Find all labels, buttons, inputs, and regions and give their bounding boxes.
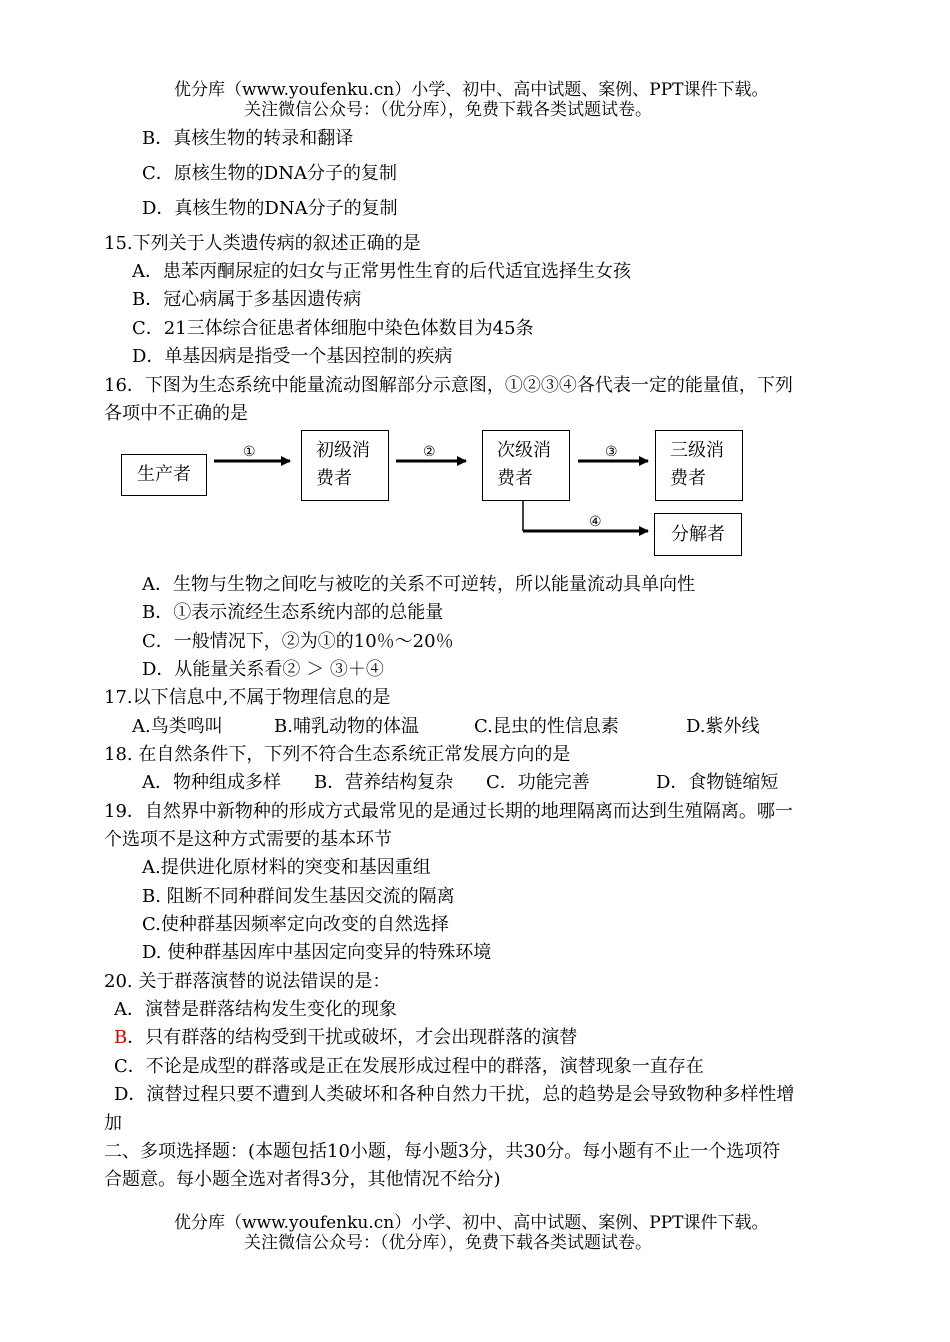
- section2-heading-line-1: 二、多项选择题：(本题包括10小题，每小题3分，共30分。每小题有不止一个选项符: [104, 1141, 781, 1162]
- q15-option-d: D．单基因病是指受一个基因控制的疾病: [132, 346, 453, 367]
- tertiary-consumer-label-2: 费者: [670, 468, 706, 489]
- secondary-consumer-label-1: 次级消: [497, 440, 551, 461]
- q18-option-d: D．食物链缩短: [656, 772, 779, 793]
- primary-consumer-label-1: 初级消: [316, 440, 370, 461]
- q17-option-c: C.昆虫的性信息素: [474, 716, 619, 737]
- primary-consumer-box: [301, 430, 389, 501]
- q19-option-b: B. 阻断不同种群间发生基因交流的隔离: [142, 886, 455, 907]
- q15-option-a: A．患苯丙酮尿症的妇女与正常男性生育的后代适宜选择生女孩: [132, 261, 631, 282]
- q19-option-c: C.使种群基因频率定向改变的自然选择: [142, 914, 449, 935]
- decomposer-box: 分解者: [654, 513, 742, 556]
- q16-option-d: D．从能量关系看② ＞ ③＋④: [142, 659, 384, 680]
- secondary-consumer-box: [482, 430, 570, 501]
- q15-stem: 15.下列关于人类遗传病的叙述正确的是: [104, 233, 421, 254]
- tertiary-consumer-box: [655, 430, 743, 501]
- q17-option-a: A.鸟类鸣叫: [132, 716, 223, 737]
- q18-option-b: B．营养结构复杂: [314, 772, 454, 793]
- q20-stem: 20. 关于群落演替的说法错误的是：: [104, 971, 391, 992]
- q16-option-b: B．①表示流经生态系统内部的总能量: [142, 602, 444, 623]
- q18-option-a: A．物种组成多样: [142, 772, 281, 793]
- header-line-2: 关注微信公众号：（优分库），免费下载各类试题试卷。: [244, 100, 652, 120]
- q20-option-b: [114, 1026, 577, 1050]
- q20-option-a: A．演替是群落结构发生变化的现象: [114, 999, 397, 1020]
- q16-stem-line-2: 各项中不正确的是: [104, 403, 248, 424]
- q15-option-c: C．21三体综合征患者体细胞中染色体数目为45条: [132, 318, 534, 339]
- q16-option-a: A．生物与生物之间吃与被吃的关系不可逆转，所以能量流动具单向性: [142, 574, 695, 595]
- label-energy-4: ④: [589, 514, 602, 530]
- q17-option-d: D.紫外线: [686, 716, 760, 737]
- producer-box: 生产者: [121, 454, 207, 496]
- q15-option-b: B．冠心病属于多基因遗传病: [132, 289, 362, 310]
- q14-option-b: B．真核生物的转录和翻译: [142, 128, 354, 149]
- q20-option-b-text: ．只有群落的结构受到干扰或破坏，才会出现群落的演替: [127, 1027, 578, 1048]
- primary-consumer-label-2: 费者: [316, 468, 352, 489]
- q16-option-c: C．一般情况下，②为①的10％～20％: [142, 631, 454, 652]
- header-line-1: 优分库（www.youfenku.cn）小学、初中、高中试题、案例、PPT课件下载。: [174, 80, 769, 100]
- q14-option-c: C．原核生物的DNA分子的复制: [142, 163, 397, 184]
- q20-option-d-line-2: 加: [104, 1113, 122, 1134]
- q19-option-a: A.提供进化原材料的突变和基因重组: [142, 857, 431, 878]
- footer-line-2: 关注微信公众号：（优分库），免费下载各类试题试卷。: [244, 1233, 652, 1253]
- tertiary-consumer-label-1: 三级消: [670, 440, 724, 461]
- q16-stem-line-1: 16．下图为生态系统中能量流动图解部分示意图，①②③④各代表一定的能量值，下列: [104, 375, 793, 396]
- label-energy-2: ②: [423, 444, 436, 460]
- q18-option-c: C．功能完善: [486, 772, 590, 793]
- section2-heading-line-2: 合题意。每小题全选对者得3分，其他情况不给分): [104, 1169, 501, 1190]
- q19-stem-line-1: 19．自然界中新物种的形成方式最常见的是通过长期的地理隔离而达到生殖隔离。哪一: [104, 801, 793, 822]
- q19-stem-line-2: 个选项不是这种方式需要的基本环节: [104, 829, 392, 850]
- label-energy-3: ③: [605, 444, 618, 460]
- secondary-consumer-label-2: 费者: [497, 468, 533, 489]
- q18-stem: 18. 在自然条件下，下列不符合生态系统正常发展方向的是: [104, 744, 571, 765]
- label-energy-1: ①: [243, 444, 256, 460]
- q17-option-b: B.哺乳动物的体温: [274, 716, 419, 737]
- q14-option-d: D．真核生物的DNA分子的复制: [142, 198, 398, 219]
- q20-option-d-line-1: D．演替过程只要不遭到人类破坏和各种自然力干扰，总的趋势是会导致物种多样性增: [114, 1084, 795, 1105]
- q17-stem: 17.以下信息中,不属于物理信息的是: [104, 687, 391, 708]
- footer-line-1: 优分库（www.youfenku.cn）小学、初中、高中试题、案例、PPT课件下载。: [174, 1213, 769, 1233]
- q19-option-d: D. 使种群基因库中基因定向变异的特殊环境: [142, 942, 492, 963]
- q20-option-b-letter: B: [114, 1027, 128, 1048]
- q20-option-c: C．不论是成型的群落或是正在发展形成过程中的群落，演替现象一直存在: [114, 1056, 704, 1077]
